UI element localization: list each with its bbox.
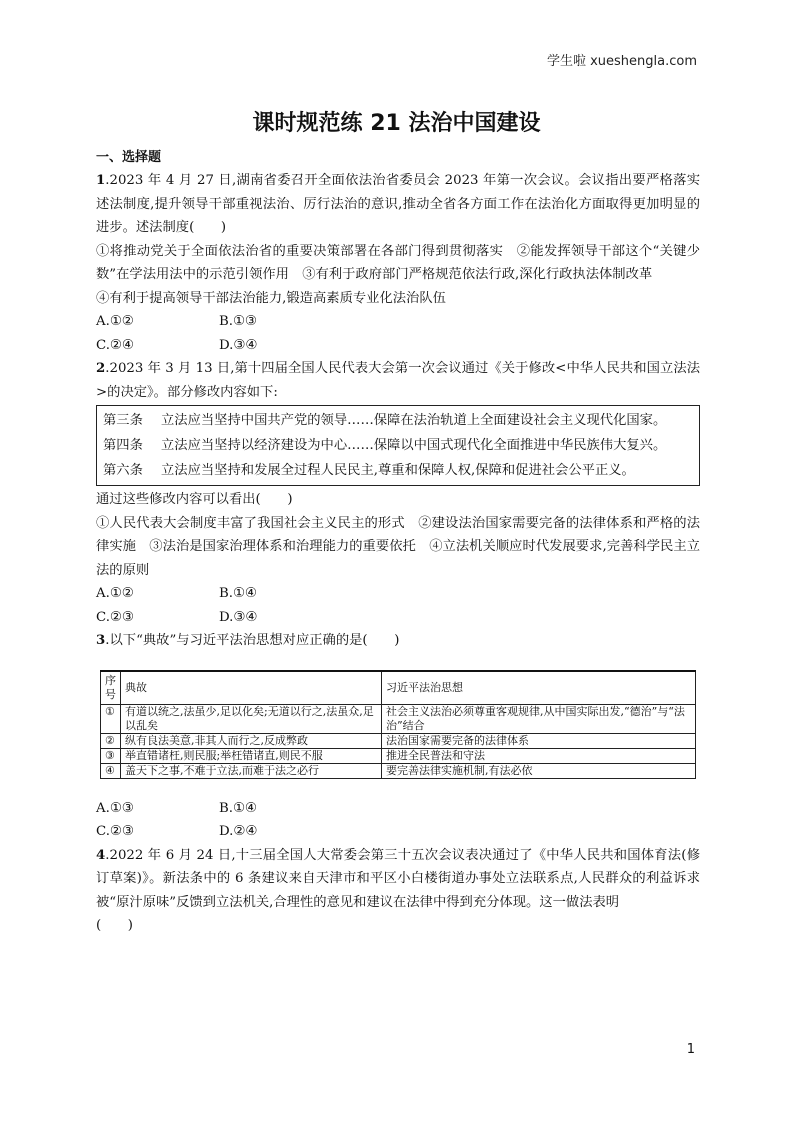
- question-2-stem: [96, 357, 700, 404]
- question-1-options-row-1: [96, 310, 700, 334]
- question-3-number: 3: [96, 633, 106, 648]
- question-4-text: .2022 年 6 月 24 日,十三届全国人大常委会第三十五次会议表决通过了《中华人民共和国体育法(修订草案)》。新法条中的 6 条建议来自天津市和平区小白楼街道办事处立法联系点,人民群众的利益诉求被“原汁原味”反馈到立法机关,合理性的意见和建议在法律中得到充分体现。这一做法表明: [96, 847, 700, 910]
- row-allusion: 有道以统之,法虽少,足以化矣;无道以行之,法虽众,足以乱矣: [121, 704, 382, 733]
- table-row: [101, 704, 696, 733]
- page-title: 课时规范练 21 法治中国建设: [252, 111, 541, 136]
- question-4-stem: [96, 844, 700, 915]
- row-index: ③: [101, 748, 121, 763]
- option-d[interactable]: D.②④: [219, 824, 258, 839]
- question-1-statements: ①将推动党关于全面依法治省的重要决策部署在各部门得到贯彻落实 ②能发挥领导干部这个“关键少数”在学法用法中的示范引领作用 ③有利于政府部门严格规范依法行政,深化行政执法体制改革: [96, 243, 700, 282]
- question-2-statements: ①人民代表大会制度丰富了我国社会主义民主的形式 ②建设法治国家需要完备的法律体系和严格的法律实施 ③法治是国家治理体系和治理能力的重要依托 ④立法机关顺应时代发展要求,完善科学民主立法的原则: [96, 515, 700, 578]
- question-4-blank: ( ): [96, 918, 133, 933]
- table-row: [101, 748, 696, 763]
- question-1-text: .2023 年 4 月 27 日,湖南省委召开全面依法治省委员会 2023 年第一次会议。会议指出要严格落实述法制度,提升领导干部重视法治、厉行法治的意识,推动全省各方面工作在法治化方面取得更加明显的进步。述法制度( ): [96, 173, 700, 235]
- site-header: 学生啦 xueshengla.com: [546, 54, 697, 69]
- row-index: ①: [101, 704, 121, 733]
- option-b[interactable]: B.①④: [219, 586, 257, 601]
- row-thought: 社会主义法治必须尊重客观规律,从中国实际出发,“德治”与“法治”结合: [382, 704, 696, 733]
- article-label: 第四条: [103, 438, 143, 453]
- article-text: 立法应当坚持中国共产党的领导……保障在法治轨道上全面建设社会主义现代化国家。: [161, 413, 667, 428]
- question-1: [96, 169, 700, 357]
- question-3-options-row-2: [96, 820, 700, 844]
- question-2-options-row-2: [96, 606, 700, 630]
- article-text: 立法应当坚持以经济建设为中心……保障以中国式现代化全面推进中华民族伟大复兴。: [161, 438, 667, 453]
- question-3: [96, 629, 700, 844]
- allusion-table: [100, 670, 696, 779]
- row-index: ④: [101, 763, 121, 778]
- question-4: [96, 844, 700, 938]
- question-3-options-row-1: [96, 797, 700, 821]
- table-header-row: [101, 671, 696, 705]
- question-1-number: 1: [96, 173, 106, 188]
- option-d[interactable]: D.③④: [219, 609, 258, 625]
- article-label: 第六条: [103, 463, 143, 478]
- question-3-stem: [96, 629, 700, 653]
- option-d[interactable]: D.③④: [219, 337, 258, 353]
- row-index: ②: [101, 733, 121, 748]
- row-allusion: 纵有良法美意,非其人而行之,反成弊政: [121, 733, 382, 748]
- header-thought: 习近平法治思想: [382, 671, 696, 705]
- row-thought: 要完善法律实施机制,有法必依: [382, 763, 696, 778]
- header-allusion: 典故: [121, 671, 382, 705]
- row-allusion: 举直错诸枉,则民服;举枉错诸直,则民不服: [121, 748, 382, 763]
- option-c[interactable]: C.②④: [96, 337, 134, 353]
- article-row: [103, 433, 693, 458]
- question-1-stem: [96, 169, 700, 240]
- question-2-text: .2023 年 3 月 13 日,第十四届全国人民代表大会第一次会议通过《关于修改<中华人民共和国立法法>的决定》。部分修改内容如下:: [96, 361, 700, 400]
- question-1-statement-4: ④有利于提高领导干部法治能力,锻造高素质专业化法治队伍: [96, 290, 446, 306]
- option-a[interactable]: A.①②: [96, 586, 134, 601]
- article-text: 立法应当坚持和发展全过程人民民主,尊重和保障人权,保障和促进社会公平正义。: [161, 463, 635, 478]
- option-b[interactable]: B.①④: [219, 800, 257, 816]
- option-a[interactable]: A.①②: [96, 314, 134, 329]
- row-thought: 法治国家需要完备的法律体系: [382, 733, 696, 748]
- option-a[interactable]: A.①③: [96, 800, 134, 816]
- question-1-options-row-2: [96, 334, 700, 358]
- exercise-content: [96, 147, 700, 938]
- row-allusion: 盖天下之事,不难于立法,而难于法之必行: [121, 763, 382, 778]
- question-2-options-row-1: [96, 582, 700, 606]
- question-2-number: 2: [96, 361, 106, 376]
- header-index: 序号: [101, 671, 121, 705]
- article-label: 第三条: [103, 413, 143, 428]
- option-c[interactable]: C.②③: [96, 824, 134, 839]
- row-thought: 推进全民普法和守法: [382, 748, 696, 763]
- question-3-text: .以下“典故”与习近平法治思想对应正确的是( ): [105, 633, 400, 648]
- article-row: [103, 408, 693, 433]
- table-row: [101, 763, 696, 778]
- option-c[interactable]: C.②③: [96, 609, 134, 625]
- question-2: [96, 357, 700, 629]
- table-row: [101, 733, 696, 748]
- option-b[interactable]: B.①③: [219, 314, 257, 329]
- question-2-ask: 通过这些修改内容可以看出( ): [96, 492, 293, 507]
- question-4-number: 4: [96, 847, 106, 863]
- article-row: [103, 458, 693, 483]
- section-label: 一、选择题: [96, 150, 162, 165]
- page-number: 1: [686, 1042, 695, 1057]
- law-articles-box: [96, 405, 700, 486]
